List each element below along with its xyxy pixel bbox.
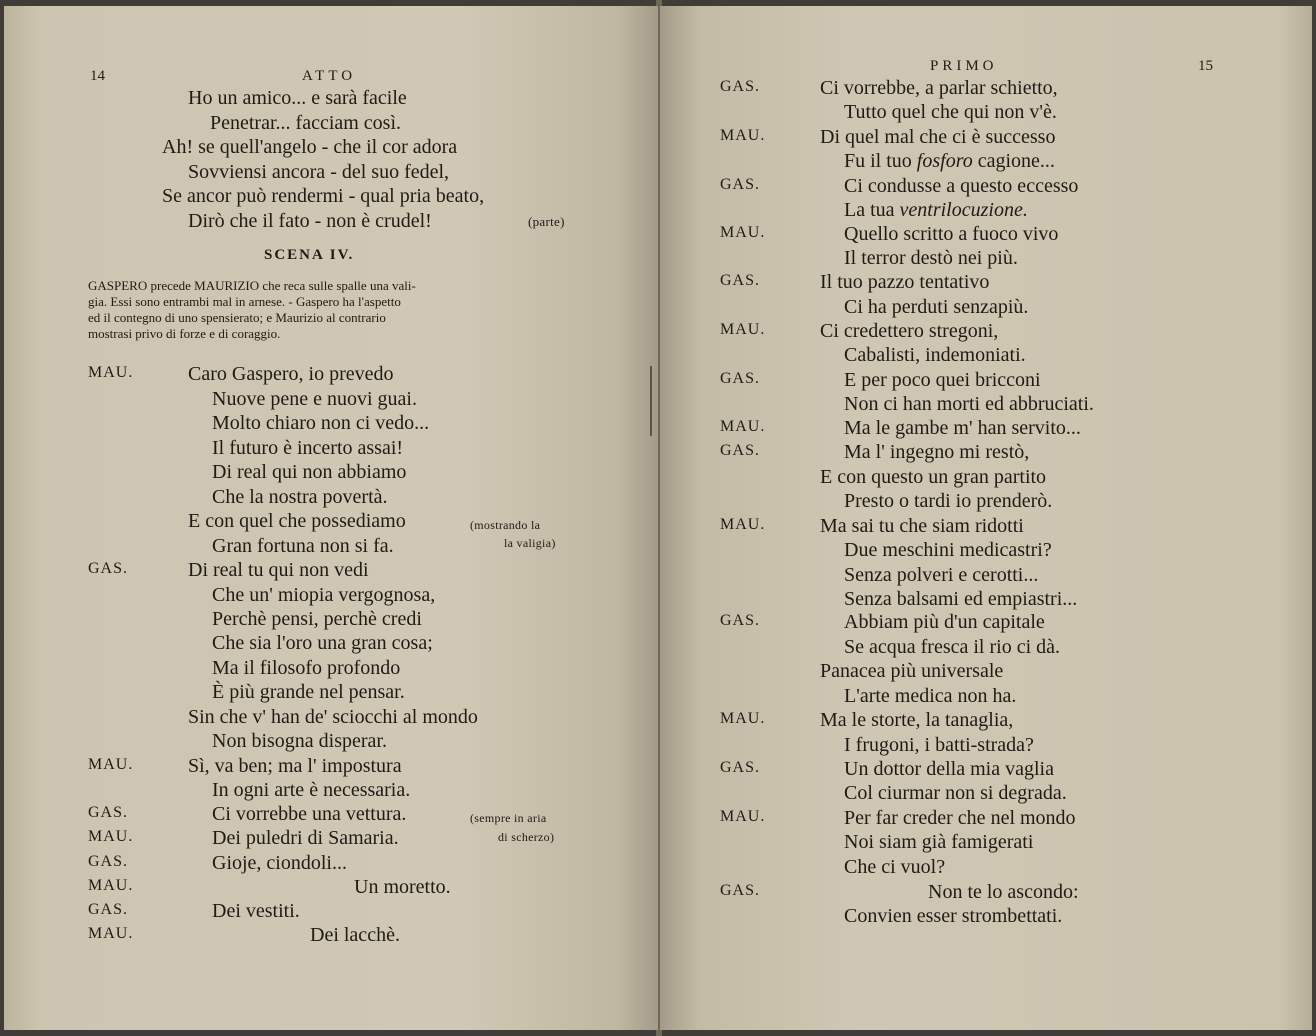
right-page [660,6,1312,1030]
speaker-label: GAS. [88,804,129,821]
dialogue-line: Ma le storte, la tanaglia, [820,709,1014,731]
dialogue-line: Ci vorrebbe, a parlar schietto, [820,77,1058,99]
paper-crease [650,366,652,436]
dialogue-line: Caro Gaspero, io prevedo [188,363,394,385]
dialogue-line: Il tuo pazzo tentativo [820,271,990,293]
dialogue-line: Sin che v' han de' sciocchi al mondo [188,706,478,728]
stage-direction-line: ed il contegno di uno spensierato; e Maurizio al contrario [88,310,386,325]
emphasis-text: fosforo [916,150,973,172]
dialogue-line: Non ci han morti ed abbruciati. [844,393,1094,415]
line-text: La tua [844,199,900,221]
speaker-label: GAS. [720,176,761,193]
speaker-label: MAU. [720,710,766,727]
dialogue-line: Che sia l'oro una gran cosa; [212,632,433,654]
verse-line: Ho un amico... e sarà facile [188,87,407,109]
dialogue-line: Ma il filosofo profondo [212,657,401,679]
dialogue-line: Molto chiaro non ci vedo... [212,412,430,434]
dialogue-line: Senza balsami ed empiastri... [844,588,1078,610]
dialogue-line: Ci credettero stregoni, [820,320,999,342]
stage-direction-line: gia. Essi sono entrambi mal in arnese. - Gaspero ha l'aspetto [88,294,401,309]
dialogue-line: Dei lacchè. [310,924,400,946]
dialogue-line: Non bisogna disperar. [212,730,387,752]
line-text: Fu il tuo [844,150,917,172]
dialogue-line: Che un' miopia vergognosa, [212,584,436,606]
dialogue-line: Presto o tardi io prenderò. [844,490,1053,512]
speaker-label: MAU. [720,418,766,435]
dialogue-line: E con quel che possediamo [188,510,406,532]
dialogue-line: Gran fortuna non si fa. [212,535,394,557]
dialogue-line: Che ci vuol? [844,856,946,878]
dialogue-line: Ma l' ingegno mi restò, [844,441,1030,463]
dialogue-line: Ci vorrebbe una vettura. [212,803,407,825]
dialogue-line: Tutto quel che qui non v'è. [844,101,1057,123]
speaker-label: MAU. [88,756,134,773]
dialogue-line: Gioje, ciondoli... [212,852,347,874]
dialogue-line: Di real qui non abbiamo [212,461,407,483]
dialogue-line: Panacea più universale [820,660,1004,682]
speaker-label: MAU. [720,808,766,825]
dialogue-line: E con questo un gran partito [820,466,1047,488]
speaker-label: GAS. [88,560,129,577]
dialogue-line: Senza polveri e cerotti... [844,564,1039,586]
dialogue-line: Di real tu qui non vedi [188,559,369,581]
dialogue-line: Ci condusse a questo eccesso [844,175,1079,197]
dialogue-line: Il terror destò nei più. [844,247,1018,269]
dialogue-line: Convien esser strombettati. [844,905,1063,927]
dialogue-line: Per far creder che nel mondo [844,807,1076,829]
page-number: 14 [90,68,105,84]
dialogue-line: Di quel mal che ci è successo [820,126,1056,148]
dialogue-line: Sì, va ben; ma l' impostura [188,755,402,777]
stage-direction-line: mostrasi privo di forze e di coraggio. [88,326,281,341]
speaker-label: GAS. [88,853,129,870]
dialogue-line: Abbiam più d'un capitale [844,611,1045,633]
stage-note: di scherzo) [498,830,555,844]
dialogue-line: In ogni arte è necessaria. [212,779,411,801]
dialogue-line: Col ciurmar non si degrada. [844,782,1067,804]
dialogue-line: L'arte medica non ha. [844,685,1017,707]
speaker-label: MAU. [720,321,766,338]
speaker-label: GAS. [720,442,761,459]
stage-note: la valigia) [504,536,556,550]
dialogue-line [844,198,1028,222]
dialogue-line: Ma le gambe m' han servito... [844,417,1081,439]
dialogue-line: Nuove pene e nuovi guai. [212,388,417,410]
speaker-label: MAU. [720,224,766,241]
speaker-label: MAU. [88,877,134,894]
speaker-label: GAS. [720,759,761,776]
speaker-label: MAU. [720,516,766,533]
stage-note: (sempre in aria [470,811,547,825]
verse-line: Ah! se quell'angelo - che il cor adora [162,136,458,158]
dialogue-line: Non te lo ascondo: [928,881,1079,903]
dialogue-line: Cabalisti, indemoniati. [844,344,1026,366]
dialogue-line: Quello scritto a fuoco vivo [844,223,1059,245]
dialogue-line: Dei puledri di Samaria. [212,827,399,849]
dialogue-line: Noi siam già famigerati [844,831,1034,853]
stage-note: (parte) [528,214,565,229]
speaker-label: GAS. [720,272,761,289]
speaker-label: MAU. [720,127,766,144]
dialogue-line: Dei vestiti. [212,900,300,922]
dialogue-line: Ma sai tu che siam ridotti [820,515,1024,537]
speaker-label: GAS. [88,901,129,918]
dialogue-line: Perchè pensi, perchè credi [212,608,422,630]
dialogue-line: Che la nostra povertà. [212,486,388,508]
speaker-label: MAU. [88,828,134,845]
verse-line: Se ancor può rendermi - qual pria beato, [162,185,485,207]
dialogue-line: Due meschini medicastri? [844,539,1052,561]
stage-direction-line: GASPERO precede MAURIZIO che reca sulle spalle una vali- [88,278,416,293]
running-head: ATTO [302,68,357,84]
speaker-label: GAS. [720,882,761,899]
dialogue-line: Un moretto. [354,876,451,898]
speaker-label: MAU. [88,364,134,381]
page-number: 15 [1198,58,1213,74]
dialogue-line: I frugoni, i batti-strada? [844,734,1034,756]
dialogue-line: Se acqua fresca il rio ci dà. [844,636,1061,658]
dialogue-line [844,149,1055,173]
speaker-label: GAS. [720,370,761,387]
line-text: cagione... [972,150,1055,172]
stage-note: (mostrando la [470,518,541,532]
emphasis-text: ventrilocuzione. [899,199,1028,221]
dialogue-line: Ci ha perduti senzapiù. [844,296,1029,318]
running-head: PRIMO [930,58,998,74]
verse-line: Sovviensi ancora - del suo fedel, [188,161,450,183]
scene-title: SCENA IV. [264,247,355,263]
speaker-label: GAS. [720,612,761,629]
dialogue-line: Il futuro è incerto assai! [212,437,404,459]
left-page [4,6,658,1030]
speaker-label: GAS. [720,78,761,95]
dialogue-line: E per poco quei bricconi [844,369,1041,391]
speaker-label: MAU. [88,925,134,942]
verse-line: Penetrar... facciam così. [210,112,402,134]
verse-line: Dirò che il fato - non è crudel! [188,210,432,232]
dialogue-line: Un dottor della mia vaglia [844,758,1054,780]
dialogue-line: È più grande nel pensar. [212,681,405,703]
